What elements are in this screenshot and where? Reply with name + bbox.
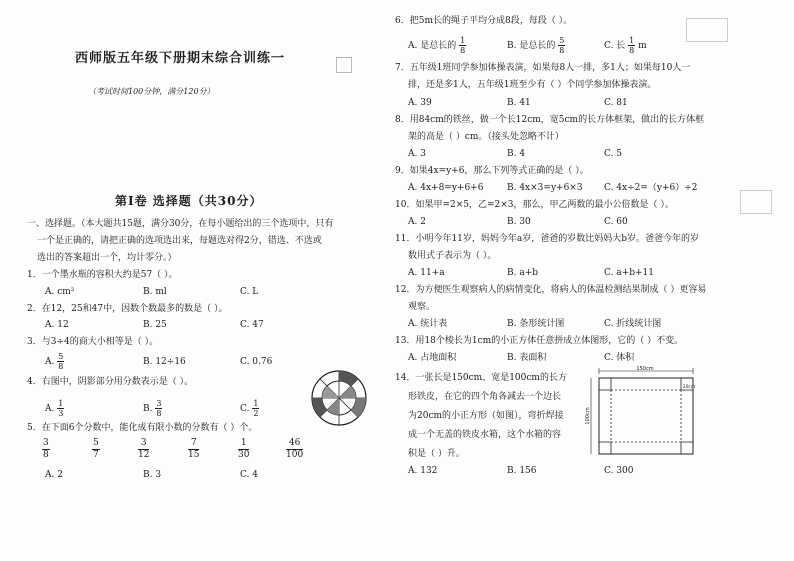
q14-option-a: A. 132 bbox=[408, 466, 438, 476]
question-8-line2: 架的高是（ ）cm。（接头处忽略不计） bbox=[408, 132, 564, 142]
q8-option-a: A. 3 bbox=[408, 149, 426, 159]
numerator: 1 bbox=[460, 36, 466, 45]
denominator: 8 bbox=[58, 362, 64, 371]
numerator: 1 bbox=[253, 399, 259, 408]
q6-option-a bbox=[408, 36, 466, 55]
question-11-line2: 数用式子表示为（ ）。 bbox=[408, 251, 497, 261]
q10-option-c: C. 60 bbox=[604, 217, 628, 227]
q5-fraction bbox=[188, 438, 199, 461]
q4-option-b bbox=[143, 399, 162, 418]
numerator: 1 bbox=[629, 36, 635, 45]
denominator: 8 bbox=[460, 46, 466, 55]
question-9: 9．如果4x=y+6，那么下列等式正确的是（ ）。 bbox=[395, 166, 589, 176]
q7-option-b: B. 41 bbox=[507, 98, 531, 108]
q3-option-a-fraction bbox=[57, 352, 64, 371]
numerator: 5 bbox=[559, 36, 565, 45]
q2-option-b: B. 25 bbox=[143, 320, 167, 330]
q4-option-c bbox=[240, 399, 259, 418]
q5-fraction bbox=[42, 438, 50, 461]
q9-option-c: C. 4x÷2=（y+6）÷2 bbox=[604, 183, 698, 193]
question-10: 10．如果甲=2×5，乙=2×3，那么，甲乙两数的最小公倍数是（ ）。 bbox=[395, 200, 674, 210]
q5-fraction bbox=[238, 438, 249, 461]
numerator: 5 bbox=[58, 352, 64, 361]
q5-fraction bbox=[286, 438, 303, 461]
section-title: 第Ⅰ卷 选择题（共30分） bbox=[115, 194, 263, 208]
question-7-line2: 排，还是多1人，五年级1班至少有（ ）个同学参加体操表演。 bbox=[408, 80, 657, 90]
numerator: 5 bbox=[93, 438, 99, 448]
q5-fraction bbox=[92, 438, 100, 461]
q9-option-a: A. 4x+8=y+6+6 bbox=[408, 183, 484, 193]
numerator: 3 bbox=[156, 399, 162, 408]
question-1: 1．一个墨水瓶的容积大约是57（ ）。 bbox=[27, 270, 178, 280]
q13-option-b: B. 表面积 bbox=[507, 353, 547, 363]
question-11-line1: 11．小明今年11岁，妈妈今年a岁，爸爸的岁数比妈妈大b岁。爸爸今年的岁 bbox=[395, 234, 700, 244]
denominator: 8 bbox=[629, 46, 635, 55]
question-13: 13．用18个棱长为1cm的小正方体任意拼成立体图形，它的（ ）不变。 bbox=[395, 336, 684, 346]
denominator: 8 bbox=[559, 46, 565, 55]
q4-option-a bbox=[45, 399, 64, 418]
q4-option-c-label: C. bbox=[240, 404, 250, 414]
q6-option-a-fraction bbox=[459, 36, 466, 55]
figure-corner-label: 20cm bbox=[682, 385, 696, 390]
denominator: 3 bbox=[58, 409, 64, 418]
q5-fraction bbox=[138, 438, 149, 461]
q6-option-c-fraction bbox=[628, 36, 635, 55]
question-14-line2: 形铁皮，在它的四个角各减去一个边长 bbox=[408, 392, 562, 402]
q6-option-b-label: B. 是总长的 bbox=[507, 41, 556, 51]
q14-option-c: C. 300 bbox=[604, 466, 634, 476]
denominator: 7 bbox=[93, 450, 99, 460]
q4-option-b-label: B. bbox=[143, 404, 153, 414]
q4-option-c-fraction bbox=[252, 399, 259, 418]
q11-option-b: B. a+b bbox=[507, 268, 539, 278]
q11-option-a: A. 11+a bbox=[408, 268, 445, 278]
q7-option-a: A. 39 bbox=[408, 98, 432, 108]
q6-option-c bbox=[604, 36, 647, 55]
question-14-line1: 14．一张长是150cm、宽是100cm的长方 bbox=[395, 373, 567, 383]
denominator: 2 bbox=[253, 409, 259, 418]
question-7-line1: 7．五年级1班同学参加体操表演，如果每8人一排，多1人；如果每10人一 bbox=[395, 63, 691, 73]
q5-option-b: B. 3 bbox=[143, 470, 162, 480]
denominator: 8 bbox=[43, 450, 49, 460]
q1-option-c: C. L bbox=[240, 287, 259, 297]
question-14-line3: 为20cm的小正方形（如图），弯折焊接 bbox=[408, 411, 564, 421]
q10-option-b: B. 30 bbox=[507, 217, 531, 227]
q4-option-a-label: A. bbox=[45, 404, 55, 414]
numerator: 7 bbox=[188, 438, 199, 450]
q12-option-a: A. 统计表 bbox=[408, 319, 448, 329]
q8-option-c: C. 5 bbox=[604, 149, 623, 159]
shaded-circle-figure bbox=[310, 369, 368, 427]
question-14-line5: 积是（ ）升。 bbox=[408, 449, 465, 459]
q6-option-b bbox=[507, 36, 565, 55]
question-2: 2．在12，25和47中，因数个数最多的数是（ ）。 bbox=[27, 304, 228, 314]
q6-option-b-fraction bbox=[558, 36, 565, 55]
q3-option-a bbox=[45, 352, 64, 371]
numerator: 1 bbox=[58, 399, 64, 408]
section-instructions-line1: 一、选择题。（本大题共15题，满分30分，在每小题给出的三个选项中，只有 bbox=[27, 219, 334, 229]
bleed-mark bbox=[686, 18, 728, 42]
q14-option-b: B. 156 bbox=[507, 466, 537, 476]
figure-length-label: 150cm bbox=[636, 366, 654, 372]
denominator: 100 bbox=[286, 450, 304, 460]
q12-option-b: B. 条形统计图 bbox=[507, 319, 565, 329]
q8-option-b: B. 4 bbox=[507, 149, 526, 159]
q6-option-c-unit: m bbox=[638, 41, 647, 51]
q3-option-b: B. 12÷16 bbox=[143, 357, 186, 367]
q5-option-a: A. 2 bbox=[45, 470, 63, 480]
question-12-line2: 观察。 bbox=[408, 302, 436, 312]
q13-option-a: A. 占地面积 bbox=[408, 353, 457, 363]
numerator: 3 bbox=[43, 438, 49, 448]
question-6: 6．把5m长的绳子平均分成8段，每段（ ）。 bbox=[395, 16, 573, 26]
q3-option-c: C. 0.76 bbox=[240, 357, 273, 367]
q11-option-c: C. a+b+11 bbox=[604, 268, 654, 278]
question-5: 5．在下面6个分数中，能化成有限小数的分数有（ ）个。 bbox=[27, 423, 258, 433]
q7-option-c: C. 81 bbox=[604, 98, 628, 108]
q12-option-c: C. 折线统计图 bbox=[604, 319, 662, 329]
denominator: 15 bbox=[188, 450, 200, 460]
numerator: 1 bbox=[238, 438, 249, 450]
q2-option-a: A. 12 bbox=[45, 320, 69, 330]
bleed-mark bbox=[336, 57, 352, 73]
denominator: 30 bbox=[238, 450, 250, 460]
question-3: 3．与3÷4的商大小相等是（ ）。 bbox=[27, 337, 159, 347]
question-12-line1: 12．为方便医生观察病人的病情变化，将病人的体温检测结果制成（ ）更容易 bbox=[395, 285, 707, 295]
question-14-line4: 成一个无盖的铁皮水箱，这个水箱的容 bbox=[408, 430, 562, 440]
exam-note: （考试时间100分钟，满分120分） bbox=[88, 87, 215, 96]
question-8-line1: 8．用84cm的铁丝，做一个长12cm，宽5cm的长方体框架，做出的长方体框 bbox=[395, 115, 705, 125]
numerator: 3 bbox=[138, 438, 149, 450]
q1-option-b: B. ml bbox=[143, 287, 167, 297]
q6-option-c-label: C. 长 bbox=[604, 41, 626, 51]
question-4: 4．右图中，阴影部分用分数表示是（ ）。 bbox=[27, 377, 194, 387]
q4-option-a-fraction bbox=[57, 399, 64, 418]
q2-option-c: C. 47 bbox=[240, 320, 264, 330]
page-title: 西师版五年级下册期末综合训练一 bbox=[75, 51, 286, 66]
sheet-metal-figure bbox=[585, 366, 700, 458]
q5-option-c: C. 4 bbox=[240, 470, 259, 480]
bleed-mark bbox=[740, 190, 772, 214]
q10-option-a: A. 2 bbox=[408, 217, 426, 227]
figure-width-label: 100cm bbox=[585, 407, 591, 425]
q1-option-a: A. cm² bbox=[45, 287, 75, 297]
q3-option-a-label: A. bbox=[45, 357, 55, 367]
section-instructions-line2: 一个是正确的，请把正确的选项选出来，每题选对得2分，错选、不选或 bbox=[37, 236, 322, 246]
q9-option-b: B. 4x×3=y+6×3 bbox=[507, 183, 583, 193]
denominator: 8 bbox=[156, 409, 162, 418]
q5-fraction-list bbox=[42, 438, 322, 464]
q4-option-b-fraction bbox=[155, 399, 162, 418]
denominator: 12 bbox=[138, 450, 150, 460]
section-instructions-line3: 选出的答案超出一个，均计零分。） bbox=[37, 253, 177, 263]
numerator: 46 bbox=[286, 438, 303, 450]
q6-option-a-label: A. 是总长的 bbox=[408, 41, 457, 51]
q13-option-c: C. 体积 bbox=[604, 353, 635, 363]
